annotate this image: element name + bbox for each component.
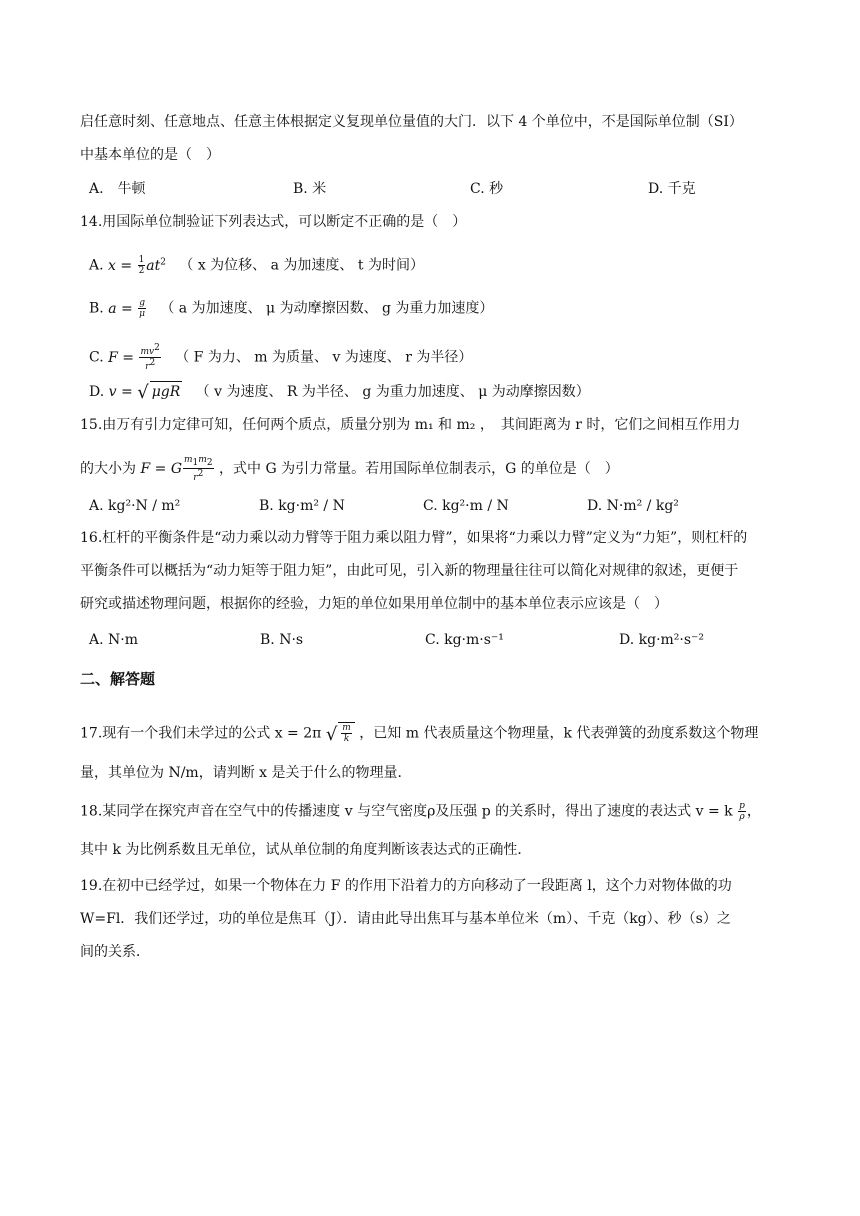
option-note: （ a 为加速度、 μ 为动摩擦因数、 g 为重力加速度）	[160, 300, 494, 317]
q13-option-a: A. 牛顿	[89, 181, 146, 197]
q13-stem-line2: 中基本单位的是（ ）	[80, 147, 220, 163]
q13-option-b: B. 米	[293, 181, 327, 197]
q16-stem-line2: 平衡条件可以概括为“动力矩等于阻力矩”，由此可见，引入新的物理量往往可以简化对规律的叙述，更便于	[80, 563, 739, 579]
q14-option-d	[89, 381, 590, 403]
q18-stem-pre: 18.某同学在探究声音在空气中的传播速度 v 与空气密度ρ及压强 p 的关系时，得出了速度的表达式 v = k	[80, 803, 738, 820]
q15-stem-line1: 15.由万有引力定律可知，任何两个质点，质量分别为 m₁ 和 m₂ ， 其间距离为 r 时，它们之间相互作用力	[80, 417, 741, 433]
q15-stem-pre: 的大小为	[80, 460, 141, 477]
q14-option-c	[89, 343, 472, 372]
option-prefix: B.	[89, 300, 109, 317]
q17-stem-pre: 17.现有一个我们未学过的公式 x = 2π	[80, 725, 326, 742]
q17-stem-line1	[80, 722, 758, 745]
formula-speed: $\frac{p}{\rho}$	[739, 801, 745, 822]
q16-stem-line1: 16.杠杆的平衡条件是“动力乘以动力臂等于阻力乘以阻力臂”，如果将“力乘以力臂”定义为“力矩”，则杠杆的	[80, 530, 748, 546]
q15-option-b: B. kg·m² / N	[259, 498, 345, 514]
formula-period: √ $\frac{m}{k}$	[326, 726, 355, 742]
q17-stem-line2: 量，其单位为 N/m，请判断 x 是关于什么的物理量．	[80, 765, 412, 781]
formula-d: v = √ μgR	[108, 382, 181, 403]
q19-stem-line1: 19.在初中已经学过，如果一个物体在力 F 的作用下沿着力的方向移动了一段距离 l，这个力对物体做的功	[80, 878, 732, 894]
q15-stem-post: ，式中 G 为引力常量。若用国际单位制表示，G 的单位是（ ）	[219, 460, 619, 477]
q15-stem-line2	[80, 455, 619, 483]
option-note: （ v 为速度、 R 为半径、 g 为重力加速度、 μ 为动摩擦因数）	[195, 384, 590, 400]
q14-option-a	[89, 252, 424, 276]
formula-c: F = $\frac{mv^2}{r^2}$	[108, 343, 160, 372]
q17-stem-post: ，已知 m 代表质量这个物理量，k 代表弹簧的劲度系数这个物理	[359, 725, 759, 742]
option-note: （ x 为位移、 a 为加速度、 t 为时间）	[179, 257, 424, 274]
q15-option-c: C. kg²·m / N	[423, 498, 509, 514]
option-prefix: C.	[89, 349, 109, 366]
option-prefix: D.	[89, 384, 109, 400]
q14-option-b	[89, 298, 493, 319]
q13-option-c: C. 秒	[470, 181, 504, 197]
q14-stem: 14.用国际单位制验证下列表达式，可以断定不正确的是（ ）	[80, 214, 467, 230]
q15-option-a: A. kg²·N / m²	[89, 498, 181, 514]
q18-stem-post: ，	[746, 803, 761, 820]
option-prefix: A.	[89, 257, 109, 274]
q18-stem-line2: 其中 k 为比例系数且无单位，试从单位制的角度判断该表达式的正确性．	[80, 842, 532, 858]
q16-option-b: B. N·s	[260, 632, 304, 648]
formula-gravity: F = G $\frac{m_1m_2}{r^2}$	[140, 455, 213, 483]
formula-b: a = $\frac{g}{\mu}$	[108, 298, 146, 319]
q18-stem-line1	[80, 801, 761, 822]
q13-option-d: D. 千克	[648, 181, 696, 197]
option-note: （ F 为力、 m 为质量、 v 为速度、 r 为半径）	[175, 349, 473, 366]
q15-option-d: D. N·m² / kg²	[587, 498, 679, 514]
q13-stem-line1: 启任意时刻、任意地点、任意主体根据定义复现单位量值的大门．以下 4 个单位中，不是国际单位制（SI）	[80, 114, 743, 130]
formula-a: x = $\frac{1}{2}$ $at^2$	[108, 255, 167, 277]
q19-stem-line3: 间的关系．	[80, 944, 150, 960]
q19-stem-line2: W=Fl．我们还学过，功的单位是焦耳（J）．请由此导出焦耳与基本单位米（m）、千克（kg）、秒（s）之	[80, 911, 731, 927]
q16-option-c: C. kg·m·s⁻¹	[425, 632, 504, 648]
section-heading: 二、解答题	[80, 670, 156, 688]
q16-option-a: A. N·m	[89, 632, 138, 648]
q16-option-d: D. kg·m²·s⁻²	[619, 632, 705, 648]
q16-stem-line3: 研究或描述物理问题，根据你的经验，力矩的单位如果用单位制中的基本单位表示应该是（ ）	[80, 596, 668, 612]
